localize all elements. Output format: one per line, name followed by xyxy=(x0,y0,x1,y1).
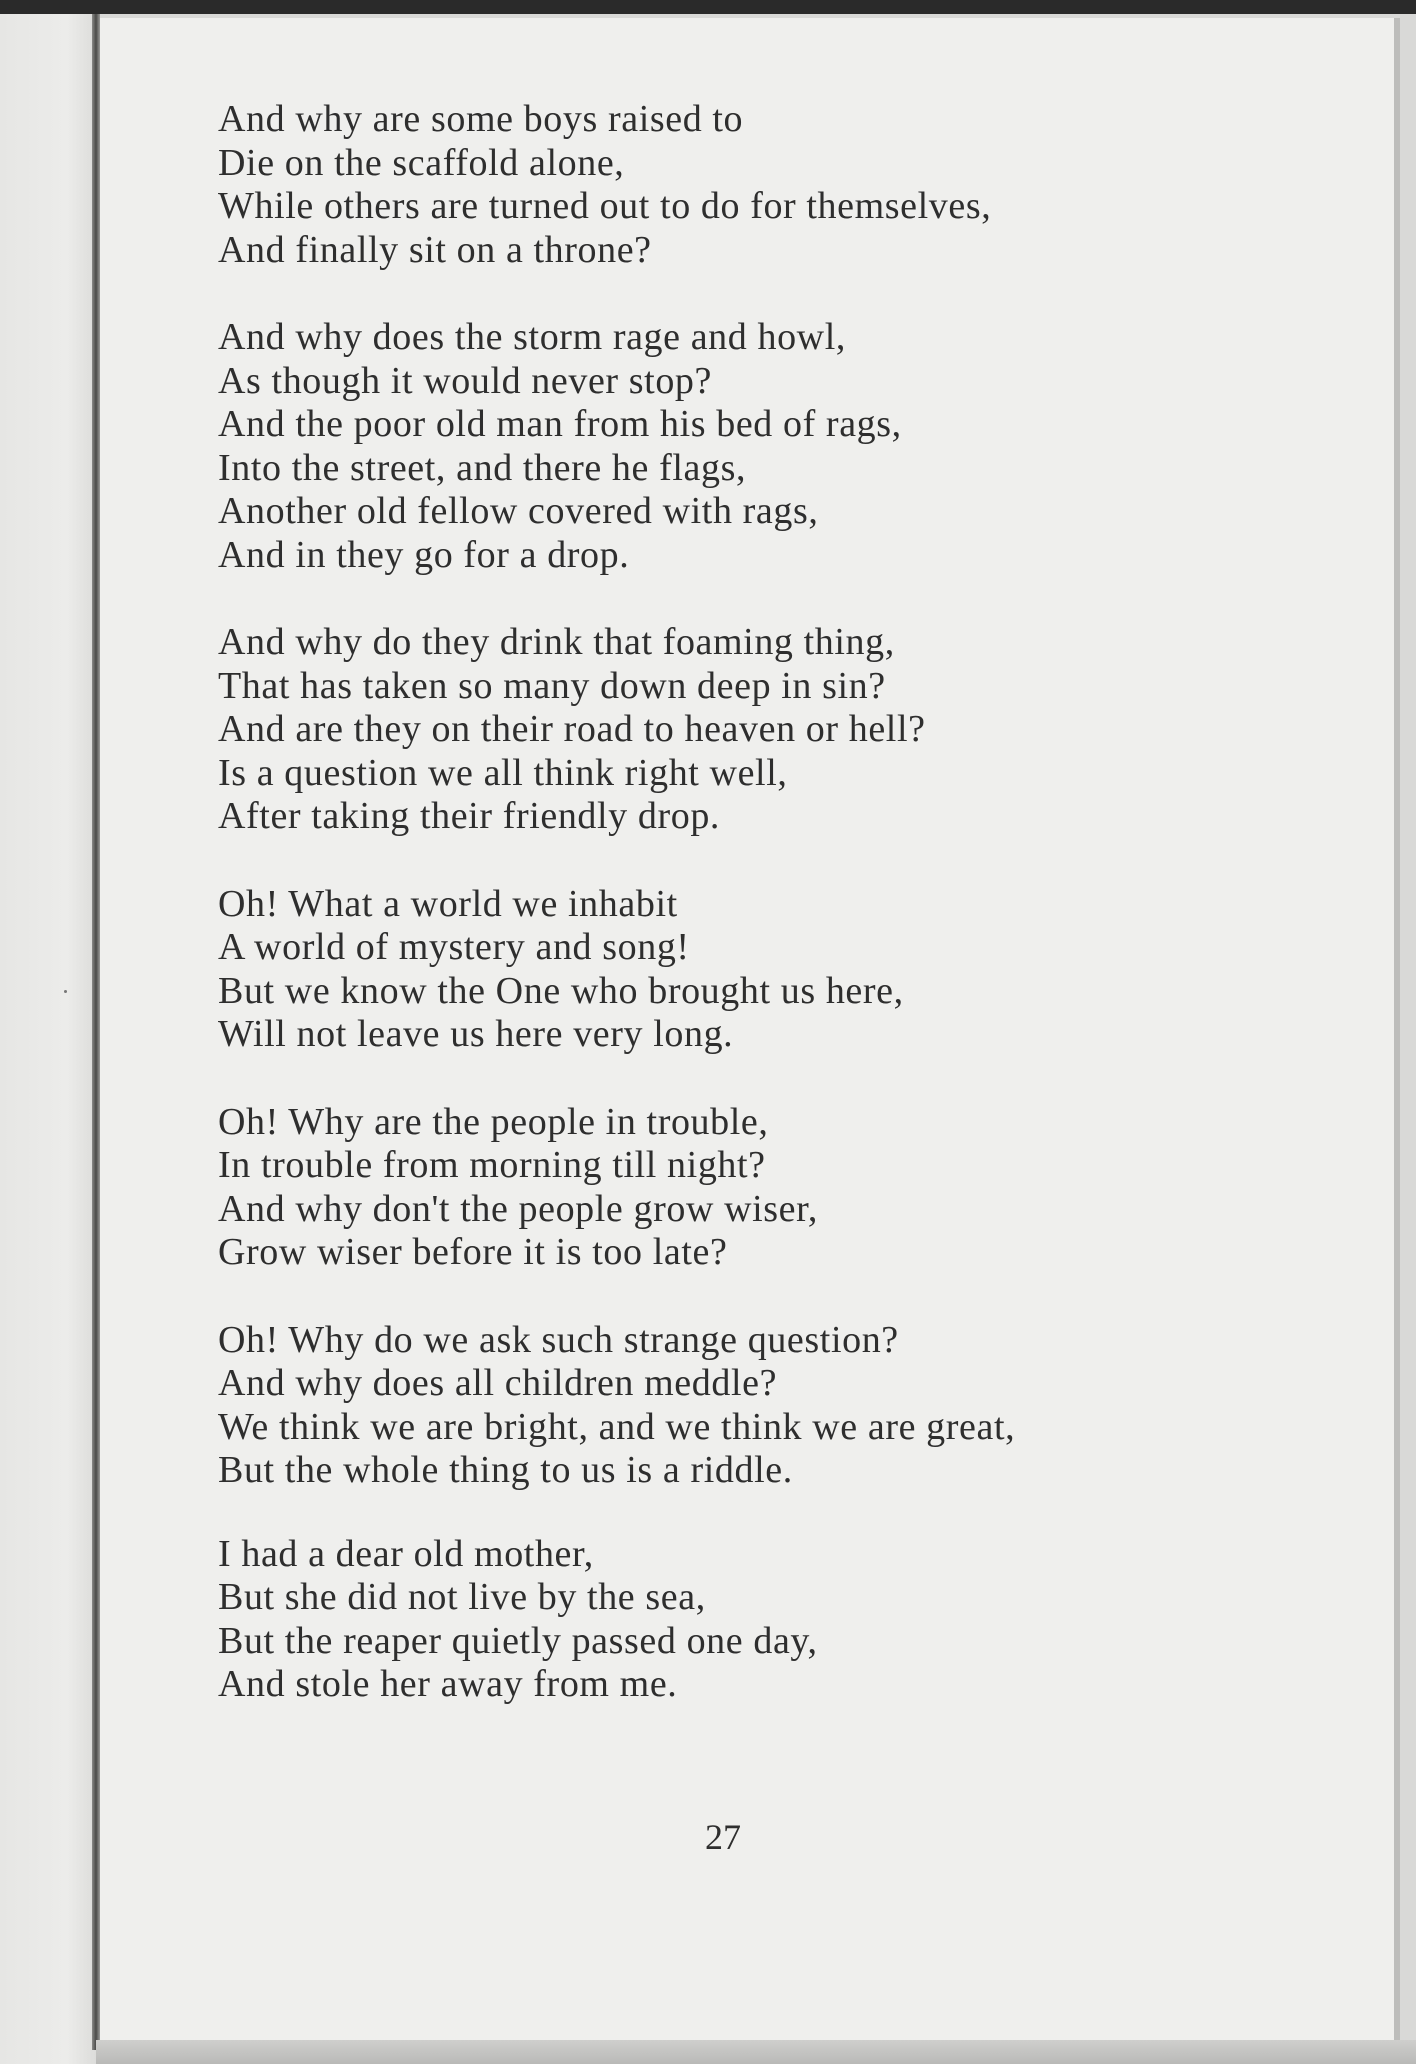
poem-line: And stole her away from me. xyxy=(218,1663,678,1705)
facing-page-edge xyxy=(0,14,96,2064)
poem-line: Oh! Why are the people in trouble, xyxy=(218,1100,769,1143)
poem-line: And why are some boys raised to xyxy=(218,98,744,140)
page-number: 27 xyxy=(705,1817,741,1857)
poem-line: Will not leave us here very long. xyxy=(218,1013,734,1055)
poem-line: And why does all children meddle? xyxy=(218,1362,778,1404)
stanza xyxy=(218,1101,1218,1275)
poem-line: Oh! Why do we ask such strange question? xyxy=(218,1318,899,1361)
poem-line: Oh! What a world we inhabit xyxy=(218,882,678,925)
paper-speck xyxy=(64,990,67,993)
poem-line: And in they go for a drop. xyxy=(218,533,630,576)
book-gutter xyxy=(92,14,100,2050)
poem-line: As though it would never stop? xyxy=(218,359,713,402)
poem-line: And why does the storm rage and howl, xyxy=(218,316,846,358)
scan-top-edge xyxy=(0,0,1416,14)
poem-line: And why don't the people grow wiser, xyxy=(218,1187,818,1230)
poem-line: And finally sit on a throne? xyxy=(218,228,652,271)
poem-line: But the whole thing to us is a riddle. xyxy=(218,1449,793,1491)
poem-line: And are they on their road to heaven or hell? xyxy=(218,708,926,750)
poem-line: Grow wiser before it is too late? xyxy=(218,1231,728,1273)
stanza xyxy=(218,621,1218,839)
stanza xyxy=(218,883,1218,1057)
stanza xyxy=(218,1319,1218,1493)
poem-line: But the reaper quietly passed one day, xyxy=(218,1619,818,1662)
poem-line: A world of mystery and song! xyxy=(218,926,690,968)
poem-line: And why do they drink that foaming thing, xyxy=(218,621,895,663)
poem-line: That has taken so many down deep in sin? xyxy=(218,664,886,707)
poem-line: In trouble from morning till night? xyxy=(218,1144,766,1186)
stanza xyxy=(218,1533,1218,1707)
poem-line: Into the street, and there he flags, xyxy=(218,446,747,489)
poem-text xyxy=(218,98,1218,1751)
stanza xyxy=(218,316,1218,577)
poem-line: Another old fellow covered with rags, xyxy=(218,490,819,532)
poem-line: But she did not live by the sea, xyxy=(218,1576,706,1618)
poem-line: Die on the scaffold alone, xyxy=(218,141,625,184)
stanza xyxy=(218,98,1218,272)
poem-line: Is a question we all think right well, xyxy=(218,751,788,794)
poem-line: We think we are bright, and we think we are great, xyxy=(218,1405,1016,1448)
poem-line: I had a dear old mother, xyxy=(218,1532,594,1575)
page-bottom-edge xyxy=(96,2040,1416,2064)
poem-line: But we know the One who brought us here, xyxy=(218,969,904,1012)
poem-line: And the poor old man from his bed of rags, xyxy=(218,403,902,445)
poem-line: After taking their friendly drop. xyxy=(218,795,721,837)
poem-line: While others are turned out to do for themselves, xyxy=(218,185,992,227)
